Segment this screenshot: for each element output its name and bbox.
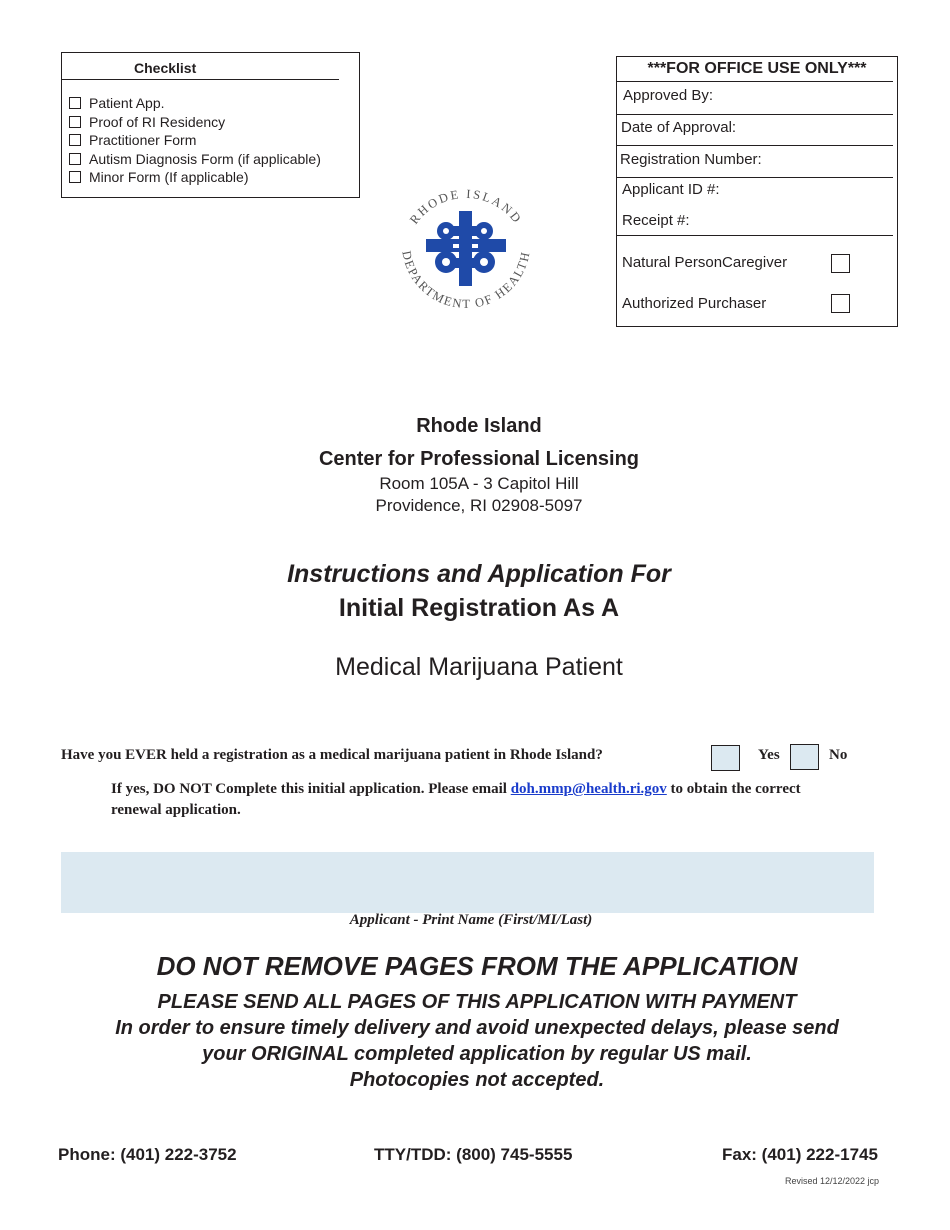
checklist-item[interactable]: Autism Diagnosis Form (if applicable) xyxy=(69,150,321,169)
checklist-divider xyxy=(62,79,339,80)
warning-original-mail: your ORIGINAL completed application by regular US mail. xyxy=(202,1043,752,1065)
agency-state: Rhode Island xyxy=(416,415,542,437)
ri-department-of-health-logo xyxy=(388,178,544,324)
logo-top-text: RHODE ISLAND xyxy=(407,186,525,227)
email-link[interactable]: doh.mmp@health.ri.gov xyxy=(510,781,667,797)
revision-note: Revised 12/12/2022 jcp xyxy=(785,1176,880,1186)
authorized-purchaser-label: Authorized Purchaser xyxy=(622,295,767,312)
prior-registration-question: Have you EVER held a registration as a medical marijuana patient in Rhode Island? xyxy=(61,747,603,763)
if-yes-note-line2: renewal application. xyxy=(111,802,241,818)
warning-send-all-pages: PLEASE SEND ALL PAGES OF THIS APPLICATION WITH PAYMENT xyxy=(157,991,797,1013)
applicant-name-label: Applicant - Print Name (First/MI/Last) xyxy=(349,912,593,928)
checklist-item[interactable]: Proof of RI Residency xyxy=(69,113,321,132)
checklist-item[interactable]: Practitioner Form xyxy=(69,131,321,150)
checklist-items xyxy=(69,94,321,187)
warning-no-photocopies: Photocopies not accepted. xyxy=(349,1069,605,1091)
divider xyxy=(617,114,893,115)
natural-person-label: Natural PersonCaregiver xyxy=(622,254,788,271)
receipt-label: Receipt #: xyxy=(622,212,690,229)
no-checkbox[interactable] xyxy=(790,744,819,770)
warning-timely-delivery: In order to ensure timely delivery and avoid unexpected delays, please send xyxy=(115,1017,839,1039)
agency-address-line1: Room 105A - 3 Capitol Hill xyxy=(379,474,579,493)
title-line3: Medical Marijuana Patient xyxy=(335,653,623,681)
agency-address-line2: Providence, RI 02908-5097 xyxy=(375,496,583,515)
applicant-name-input[interactable] xyxy=(61,852,874,913)
checkbox[interactable] xyxy=(69,97,81,109)
checklist-box xyxy=(61,52,360,198)
office-use-box xyxy=(616,56,898,327)
checklist-title: Checklist xyxy=(134,60,197,76)
natural-person-checkbox[interactable] xyxy=(831,254,850,273)
logo-bottom-text: DEPARTMENT OF HEALTH xyxy=(399,249,533,312)
registration-number-label: Registration Number: xyxy=(620,151,762,168)
yes-checkbox[interactable] xyxy=(711,745,740,771)
checkbox[interactable] xyxy=(69,134,81,146)
footer-phone: Phone: (401) 222-3752 xyxy=(58,1145,237,1164)
footer-tty: TTY/TDD: (800) 745-5555 xyxy=(374,1145,573,1164)
no-label: No xyxy=(829,747,848,763)
checklist-item[interactable]: Minor Form (If applicable) xyxy=(69,168,321,187)
divider xyxy=(617,235,893,236)
applicant-id-label: Applicant ID #: xyxy=(622,181,720,198)
divider xyxy=(617,145,893,146)
agency-center: Center for Professional Licensing xyxy=(318,448,640,470)
office-use-header: ***FOR OFFICE USE ONLY*** xyxy=(647,60,867,77)
date-of-approval-label: Date of Approval: xyxy=(621,119,737,136)
warning-do-not-remove: DO NOT REMOVE PAGES FROM THE APPLICATION xyxy=(156,951,798,981)
checkbox[interactable] xyxy=(69,116,81,128)
checkbox[interactable] xyxy=(69,153,81,165)
yes-label: Yes xyxy=(758,747,780,763)
if-yes-note: If yes, DO NOT Complete this initial application. Please email doh.mmp@health.ri.gov to obtain the correct xyxy=(111,781,801,797)
checkbox[interactable] xyxy=(69,171,81,183)
logo-cross-mark xyxy=(426,211,506,286)
approved-by-label: Approved By: xyxy=(623,87,714,104)
divider xyxy=(617,177,893,178)
footer-fax: Fax: (401) 222-1745 xyxy=(722,1145,878,1164)
divider xyxy=(617,81,893,82)
checklist-item[interactable]: Patient App. xyxy=(69,94,321,113)
title-line2: Initial Registration As A xyxy=(338,594,620,622)
authorized-purchaser-checkbox[interactable] xyxy=(831,294,850,313)
title-line1: Instructions and Application For xyxy=(287,560,671,588)
